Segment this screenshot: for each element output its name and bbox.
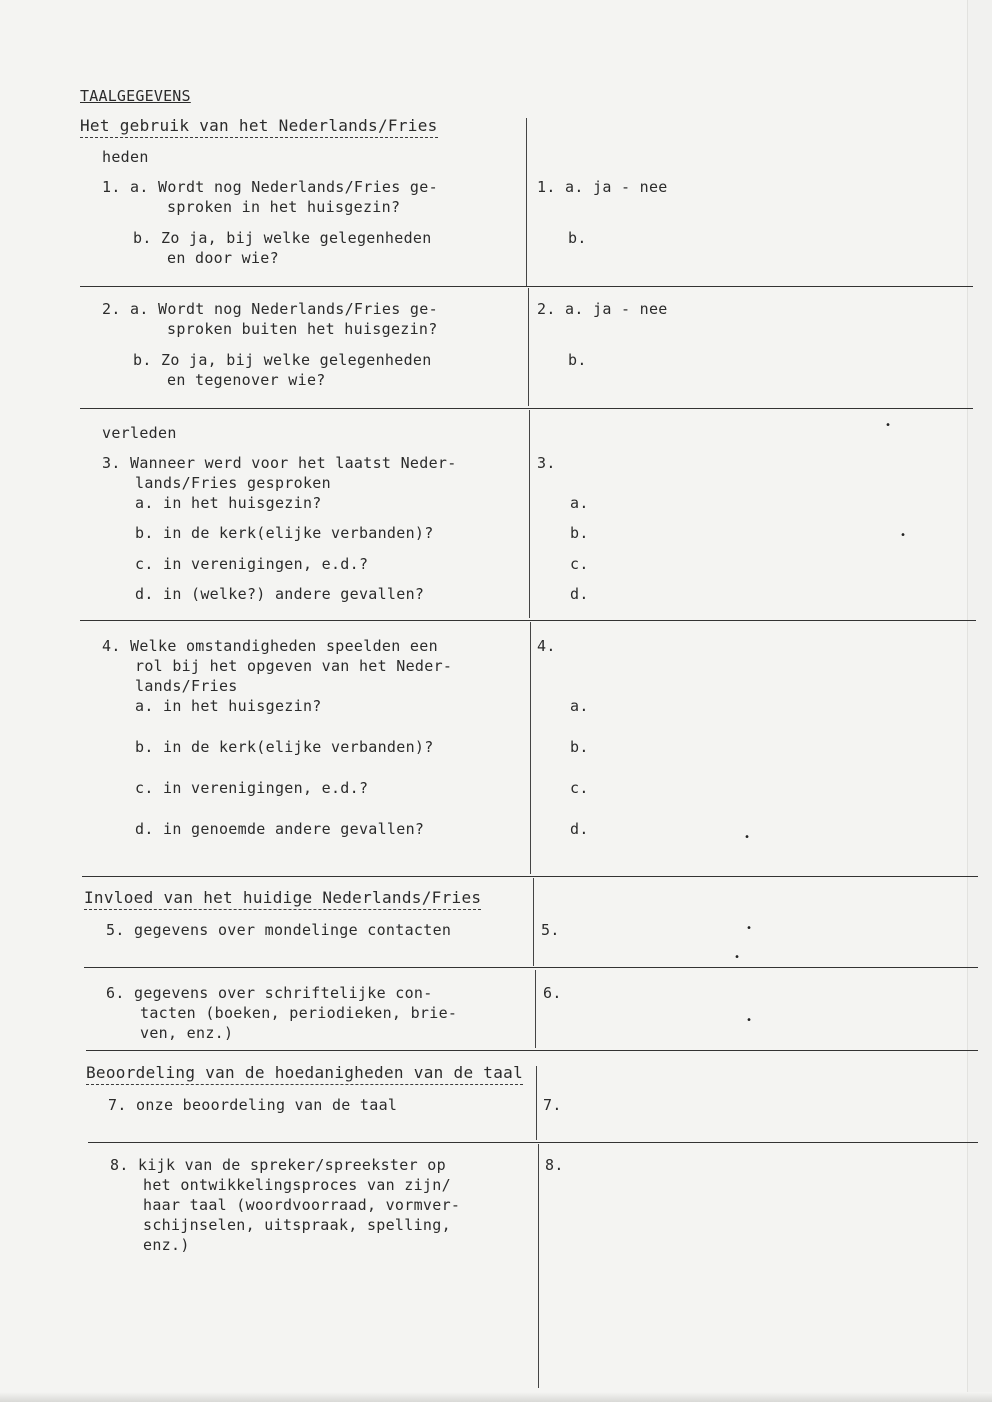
- question-4a: a. in het huisgezin?: [135, 697, 322, 715]
- answer-3a: a.: [570, 494, 589, 512]
- column-divider: [538, 1144, 539, 1388]
- question-6-line3: ven, enz.): [140, 1024, 234, 1042]
- answer-8: 8.: [545, 1156, 564, 1174]
- row-divider: [80, 286, 973, 287]
- ink-speck: •: [746, 923, 753, 934]
- subheading-heden: heden: [102, 148, 149, 166]
- question-1b-line2: en door wie?: [167, 249, 279, 267]
- section-heading-gebruik: Het gebruik van het Nederlands/Fries: [80, 116, 438, 138]
- column-divider: [529, 410, 530, 618]
- question-6-line2: tacten (boeken, periodieken, brie-: [140, 1004, 458, 1022]
- answer-3b: b.: [570, 524, 589, 542]
- question-7: 7. onze beoordeling van de taal: [108, 1096, 398, 1114]
- ink-speck: •: [744, 832, 751, 843]
- answer-4c: c.: [570, 779, 589, 797]
- answer-4d: d.: [570, 820, 589, 838]
- answer-7: 7.: [543, 1096, 562, 1114]
- question-4-line2: rol bij het opgeven van het Neder-: [135, 657, 453, 675]
- question-3d: d. in (welke?) andere gevallen?: [135, 585, 425, 603]
- question-1a-line1: 1. a. Wordt nog Nederlands/Fries ge-: [102, 178, 438, 196]
- column-divider: [533, 878, 534, 966]
- question-4-line1: 4. Welke omstandigheden speelden een: [102, 637, 438, 655]
- question-3a: a. in het huisgezin?: [135, 494, 322, 512]
- question-2a-line1: 2. a. Wordt nog Nederlands/Fries ge-: [102, 300, 438, 318]
- page-title: TAALGEGEVENS: [80, 87, 191, 105]
- row-divider: [88, 1142, 978, 1143]
- question-4b: b. in de kerk(elijke verbanden)?: [135, 738, 434, 756]
- ink-speck: •: [734, 952, 741, 963]
- question-5: 5. gegevens over mondelinge contacten: [106, 921, 452, 939]
- question-2b-line1: b. Zo ja, bij welke gelegenheden: [133, 351, 432, 369]
- answer-4b: b.: [570, 738, 589, 756]
- page-edge: [967, 0, 992, 1402]
- column-divider: [535, 970, 536, 1048]
- row-divider: [82, 876, 978, 877]
- ink-speck: •: [746, 1015, 753, 1026]
- ink-speck: •: [885, 420, 892, 431]
- answer-4a: a.: [570, 697, 589, 715]
- question-4c: c. in verenigingen, e.d.?: [135, 779, 369, 797]
- question-3-line1: 3. Wanneer werd voor het laatst Neder-: [102, 454, 457, 472]
- question-4-line3: lands/Fries: [135, 677, 238, 695]
- question-8-line1: 8. kijk van de spreker/spreekster op: [110, 1156, 446, 1174]
- row-divider: [86, 1050, 978, 1051]
- answer-2b: b.: [568, 351, 587, 369]
- section-heading-beoordeling: Beoordeling van de hoedanigheden van de taal: [86, 1063, 523, 1085]
- ink-speck: •: [900, 530, 907, 541]
- answer-6: 6.: [543, 984, 562, 1002]
- subheading-verleden: verleden: [102, 424, 177, 442]
- question-2a-line2: sproken buiten het huisgezin?: [167, 320, 438, 338]
- answer-3: 3.: [537, 454, 556, 472]
- column-divider: [526, 118, 527, 286]
- question-8-line4: schijnselen, uitspraak, spelling,: [143, 1216, 451, 1234]
- column-divider: [536, 1066, 537, 1140]
- question-1b-line1: b. Zo ja, bij welke gelegenheden: [133, 229, 432, 247]
- answer-1b: b.: [568, 229, 587, 247]
- question-2b-line2: en tegenover wie?: [167, 371, 326, 389]
- answer-3d: d.: [570, 585, 589, 603]
- page-bottom-shadow: [0, 1392, 992, 1402]
- question-3-line2: lands/Fries gesproken: [135, 474, 331, 492]
- question-4d: d. in genoemde andere gevallen?: [135, 820, 425, 838]
- question-1a-line2: sproken in het huisgezin?: [167, 198, 401, 216]
- answer-4: 4.: [537, 637, 556, 655]
- answer-5: 5.: [541, 921, 560, 939]
- question-8-line5: enz.): [143, 1236, 190, 1254]
- column-divider: [530, 622, 531, 874]
- question-6-line1: 6. gegevens over schriftelijke con-: [106, 984, 433, 1002]
- question-8-line2: het ontwikkelingsproces van zijn/: [143, 1176, 451, 1194]
- row-divider: [80, 408, 973, 409]
- question-3b: b. in de kerk(elijke verbanden)?: [135, 524, 434, 542]
- answer-3c: c.: [570, 555, 589, 573]
- answer-1a: 1. a. ja - nee: [537, 178, 668, 196]
- question-8-line3: haar taal (woordvoorraad, vormver-: [143, 1196, 461, 1214]
- row-divider: [80, 620, 976, 621]
- question-3c: c. in verenigingen, e.d.?: [135, 555, 369, 573]
- row-divider: [84, 967, 978, 968]
- section-heading-invloed: Invloed van het huidige Nederlands/Fries: [84, 888, 481, 910]
- column-divider: [528, 288, 529, 406]
- answer-2a: 2. a. ja - nee: [537, 300, 668, 318]
